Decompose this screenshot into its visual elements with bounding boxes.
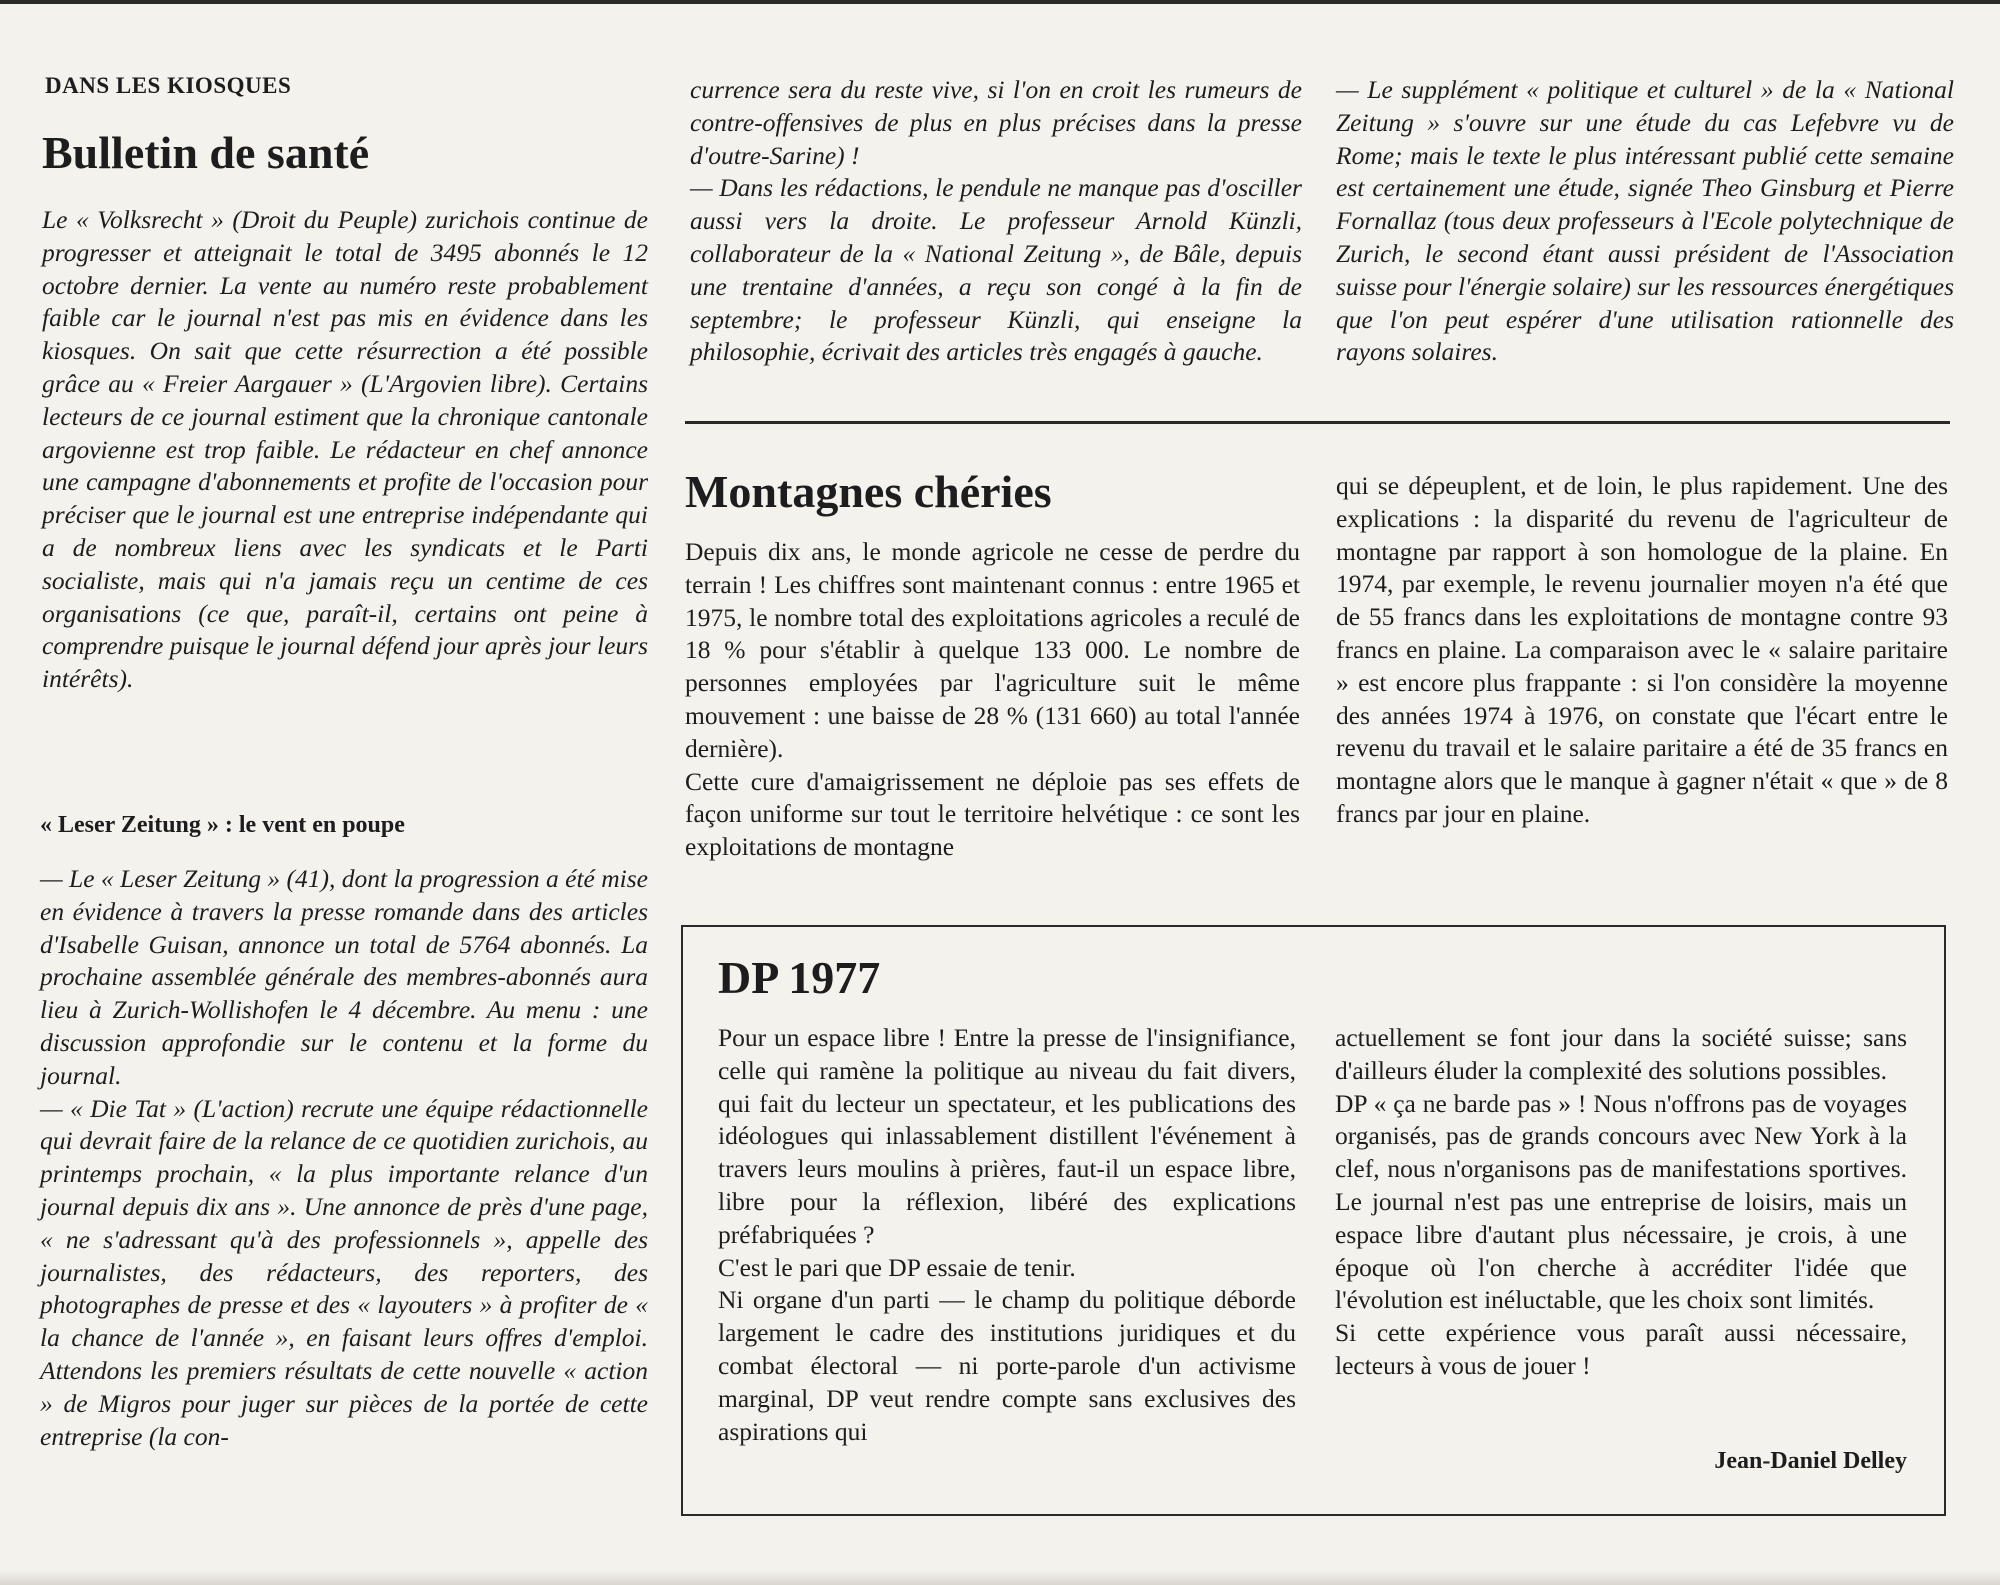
paragraph-die-tat: — « Die Tat » (L'action) recrute une équipe rédactionnelle qui devrait faire de la relance de ce quotidien zurichois, au printemps prochain, « la plus importante relance d'un journal depuis dix ans ». Une annonce de près d'une page, « ne s'adressant qu'à des professionnels », appelle des journalistes, des rédacteurs, des reporters, des photographes de presse et des « layouters » à profiter de « la chance de l'année », en faisant leurs offres d'emploi. Attendons les premiers résultats de cette nouvelle « action » de Migros pour juger sur pièces de la portée de cette entreprise (la con- <box>40 1093 648 1451</box>
article-kiosques-col3 <box>1336 74 1954 369</box>
article-kiosques-col2 <box>690 74 1302 369</box>
subheading-leser-zeitung: « Leser Zeitung » : le vent en poupe <box>40 812 405 838</box>
paragraph-a-vous-de-jouer: Si cette expérience vous paraît aussi nécessaire, lecteurs à vous de jouer ! <box>1335 1318 1907 1380</box>
article-dp-col2 <box>1335 1022 1907 1383</box>
article-montagnes-col1 <box>685 536 1300 864</box>
author-signature: Jean-Daniel Delley <box>1714 1448 1907 1474</box>
headline-montagnes: Montagnes chéries <box>685 466 1052 517</box>
paragraph-pari: C'est le pari que DP essaie de tenir. <box>718 1252 1076 1282</box>
headline-dp-1977: DP 1977 <box>718 952 881 1003</box>
section-kicker: DANS LES KIOSQUES <box>45 73 292 98</box>
paragraph-espace-libre: Pour un espace libre ! Entre la presse de l'insignifiance, celle qui ramène la politique au niveau du fait divers, qui fait du lecteur un spectateur, et les publications des idéologues qui inlassablement distillent l'événement à travers leurs moulins à prières, faut-il un espace libre, libre pour la réflexion, libéré des explications préfabriquées ? <box>718 1023 1296 1249</box>
paragraph-cure-amaigrissement: Cette cure d'amaigrissement ne déploie pas ses effets de façon uniforme sur tout le territoire helvétique : ce sont les exploitations de montagne <box>685 766 1300 862</box>
article-bulletin-col1 <box>42 204 648 696</box>
article-leser-col1 <box>40 863 648 1453</box>
paragraph-volksrecht: Le « Volksrecht » (Droit du Peuple) zurichois continue de progresser et atteignait le total de 3495 abonnés le 12 octobre dernier. La vente au numéro reste probablement faible car le journal n'est pas mis en évidence dans les kiosques. On sait que cette résurrection a été possible grâce au « Freier Aargauer » (L'Argovien libre). Certains lecteurs de ce journal estiment que la chronique cantonale argovienne est trop faible. Le rédacteur en chef annonce une campagne d'abonnements et profite de l'occasion pour préciser que le journal est une entreprise indépendante qui a de nombreux liens avec les syndicats et le Parti socialiste, mais qui n'a jamais reçu un centime de ces organisations (ce que, paraît-il, certains ont peine à comprendre puisque le journal défend jour après jour leurs intérêts). <box>42 205 648 694</box>
paragraph-die-tat-continued: currence sera du reste vive, si l'on en croit les rumeurs de contre-offensives de plus en plus précises dans la presse d'outre-Sarine) ! <box>690 75 1302 170</box>
paragraph-organe-parti: Ni organe d'un parti — le champ du politique déborde largement le cadre des institutions juridiques et du combat électoral — ni porte-parole d'un activisme marginal, DP veut rendre compte sans exclusives des aspirations qui <box>718 1285 1296 1446</box>
article-montagnes-col2 <box>1336 470 1948 831</box>
headline-bulletin: Bulletin de santé <box>42 127 370 178</box>
page-bottom-edge <box>0 1570 2000 1585</box>
paragraph-redactions: — Dans les rédactions, le pendule ne manque pas d'osciller aussi vers la droite. Le professeur Arnold Künzli, collaborateur de la « National Zeitung », de Bâle, depuis une trentaine d'années, a reçu son congé à la fin de septembre; le professeur Künzli, qui enseigne la philosophie, écrivait des articles très engagés à gauche. <box>690 173 1302 367</box>
paragraph-ca-ne-barde-pas: DP « ça ne barde pas » ! Nous n'offrons pas de voyages organisés, pas de grands concours avec New York à la clef, nous n'organisons pas de manifestations sportives. Le journal n'est pas une entreprise de loisirs, mais un espace libre d'autant plus nécessaire, je crois, à une époque où l'on cherche à accréditer l'idée que l'évolution est inéluctable, que les choix sont limités. <box>1335 1088 1907 1315</box>
page-top-border <box>0 0 2000 4</box>
paragraph-societe-suisse: actuellement se font jour dans la société suisse; sans d'ailleurs éluder la complexité des solutions possibles. <box>1335 1023 1907 1085</box>
paragraph-monde-agricole: Depuis dix ans, le monde agricole ne cesse de perdre du terrain ! Les chiffres sont maintenant connus : entre 1965 et 1975, le nombre total des exploitations agricoles a reculé de 18 % pour s'établir à quelque 133 000. Le nombre de personnes employées par l'agriculture suit le même mouvement : une baisse de 28 % (131 660) au total l'année dernière). <box>685 537 1300 763</box>
paragraph-national-zeitung: — Le supplément « politique et culturel » de la « National Zeitung » s'ouvre sur une étude du cas Lefebvre vu de Rome; mais le texte le plus intéressant publié cette semaine est certainement une étude, signée Theo Ginsburg et Pierre Fornallaz (tous deux professeurs à l'Ecole polytechnique de Zurich, le second étant aussi président de l'Association suisse pour l'énergie solaire) sur les ressources énergétiques que l'on peut espérer d'une utilisation rationnelle des rayons solaires. <box>1336 75 1954 367</box>
paragraph-revenu-montagne: qui se dépeuplent, et de loin, le plus rapidement. Une des explications : la disparité du revenu de l'agriculteur de montagne par rapport à son homologue de la plaine. En 1974, par exemple, le revenu journalier moyen n'a été que de 55 francs dans les exploitations de montagne contre 93 francs en plaine. La comparaison avec le « salaire paritaire » est encore plus frappante : si l'on considère la moyenne des années 1974 à 1976, on constate que l'écart entre le revenu du travail et le salaire paritaire a été de 35 francs en montagne alors que le manque à gagner n'était « que » de 8 francs par jour en plaine. <box>1336 471 1948 828</box>
section-divider <box>685 421 1950 424</box>
paragraph-leser-zeitung: — Le « Leser Zeitung » (41), dont la progression a été mise en évidence à travers la presse romande dans des articles d'Isabelle Guisan, annonce un total de 5764 abonnés. La prochaine assemblée générale des membres-abonnés aura lieu à Zurich-Wollishofen le 4 décembre. Au menu : une discussion approfondie sur le contenu et la forme du journal. <box>40 864 648 1090</box>
article-dp-col1 <box>718 1022 1296 1448</box>
